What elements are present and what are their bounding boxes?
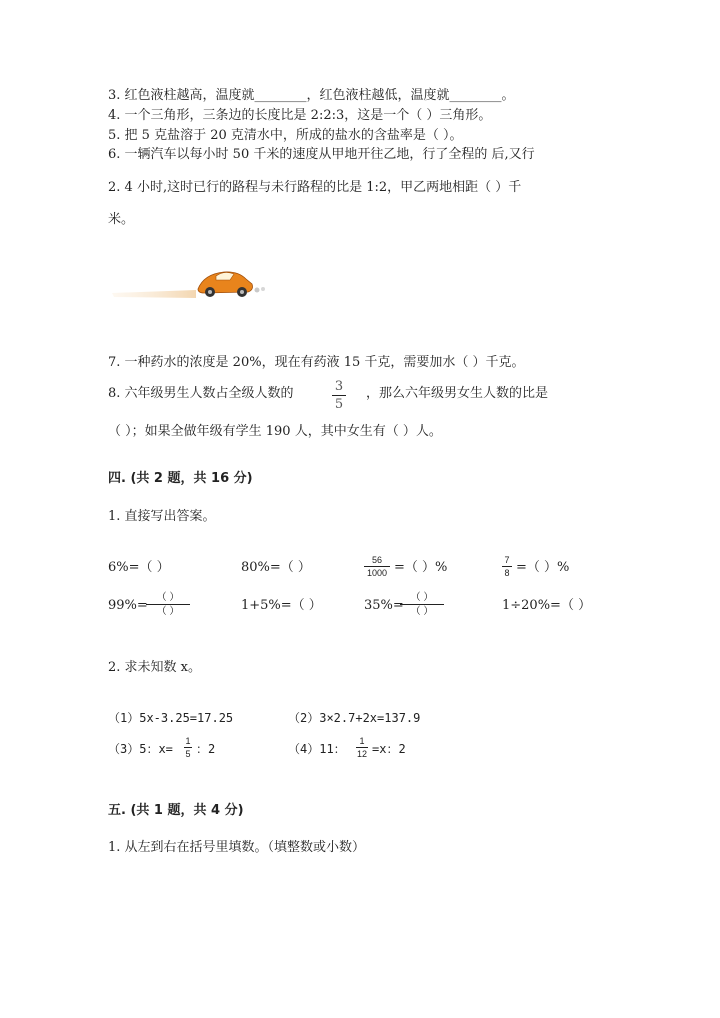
question-6-line3: 米。 (108, 212, 135, 227)
fraction-numerator: （ ） (410, 592, 434, 603)
calc-6: 1+5%=（ ） (241, 598, 322, 613)
section-4-question-2: 2. 求未知数 x。 (108, 660, 201, 675)
calc-4-fraction (502, 555, 512, 578)
section-5-title: 五. (共 1 题，共 4 分) (108, 803, 244, 818)
calc-7: 35%= (364, 598, 404, 613)
fraction-numerator: （ ） (156, 592, 180, 603)
fraction-bar (364, 566, 390, 567)
question-8-line2: （ ）；如果全做年级有学生 190 人，其中女生有（ ）人。 (108, 424, 442, 439)
car-illustration (112, 262, 272, 302)
fraction-denominator: 5 (185, 749, 191, 759)
question-7: 7. 一种药水的浓度是 20%，现在有药液 15 千克，需要加水（ ）千克。 (108, 355, 525, 370)
calc-8: 1÷20%=（ ） (502, 598, 592, 613)
fraction-numerator: 1 (185, 736, 191, 746)
calc-5-fraction (146, 592, 190, 617)
fraction-denominator: （ ） (410, 606, 434, 617)
fraction-denominator: （ ） (156, 606, 180, 617)
section-5-question-1: 1. 从左到右在括号里填数。（填整数或小数） (108, 840, 366, 855)
question-5: 5. 把 5 克盐溶于 20 克清水中，所成的盐水的含盐率是（ ）。 (108, 128, 463, 143)
question-8-line1-a: 8. 六年级男生人数占全级人数的 (108, 386, 294, 401)
section-4-title: 四. (共 2 题，共 16 分) (108, 471, 253, 486)
fraction-bar (184, 747, 192, 748)
equation-4-fraction (356, 736, 368, 759)
fraction-denominator: 1000 (366, 568, 388, 578)
equation-4-b: =x：2 (372, 742, 406, 756)
question-6-line1: 6. 一辆汽车以每小时 50 千米的速度从甲地开往乙地，行了全程的 后,又行 (108, 147, 535, 162)
fraction-denominator: 8 (504, 568, 510, 578)
calc-3: =（ ）% (394, 560, 448, 575)
calc-3-fraction (364, 555, 390, 578)
question-8-line1-b: ，那么六年级男女生人数的比是 (366, 386, 549, 401)
question-3: 3. 红色液柱越高，温度就________，红色液柱越低，温度就________。 (108, 88, 515, 103)
fraction-bar (400, 604, 444, 605)
fraction-denominator: 5 (334, 397, 344, 412)
equation-3-a: （3）5：x= (108, 742, 173, 756)
equation-1: （1）5x-3.25=17.25 (108, 711, 234, 725)
section-4-question-1: 1. 直接写出答案。 (108, 509, 216, 524)
fraction-bar (332, 395, 346, 396)
fraction-numerator: 1 (359, 736, 365, 746)
fraction-numerator: 7 (504, 555, 510, 565)
equation-4-a: （4）11： (288, 742, 346, 756)
question-4: 4. 一个三角形，三条边的长度比是 2:2:3，这是一个（ ）三角形。 (108, 108, 492, 123)
equation-2: （2）3×2.7+2x=137.9 (288, 711, 421, 725)
calc-2: 80%=（ ） (241, 560, 311, 575)
fraction-three-fifths (332, 379, 346, 412)
fraction-numerator: 3 (334, 379, 344, 394)
fraction-bar (146, 604, 190, 605)
equation-3-fraction (184, 736, 192, 759)
calc-5: 99%= (108, 598, 148, 613)
fraction-numerator: 56 (371, 555, 382, 565)
equation-3-b: ：2 (196, 742, 216, 756)
fraction-denominator: 12 (356, 749, 367, 759)
calc-7-fraction (400, 592, 444, 617)
fraction-bar (356, 747, 368, 748)
question-6-line2: 2. 4 小时,这时已行的路程与未行路程的比是 1:2，甲乙两地相距（ ）千 (108, 180, 522, 195)
fraction-bar (502, 566, 512, 567)
calc-1: 6%=（ ） (108, 560, 170, 575)
calc-4: =（ ）% (516, 560, 570, 575)
